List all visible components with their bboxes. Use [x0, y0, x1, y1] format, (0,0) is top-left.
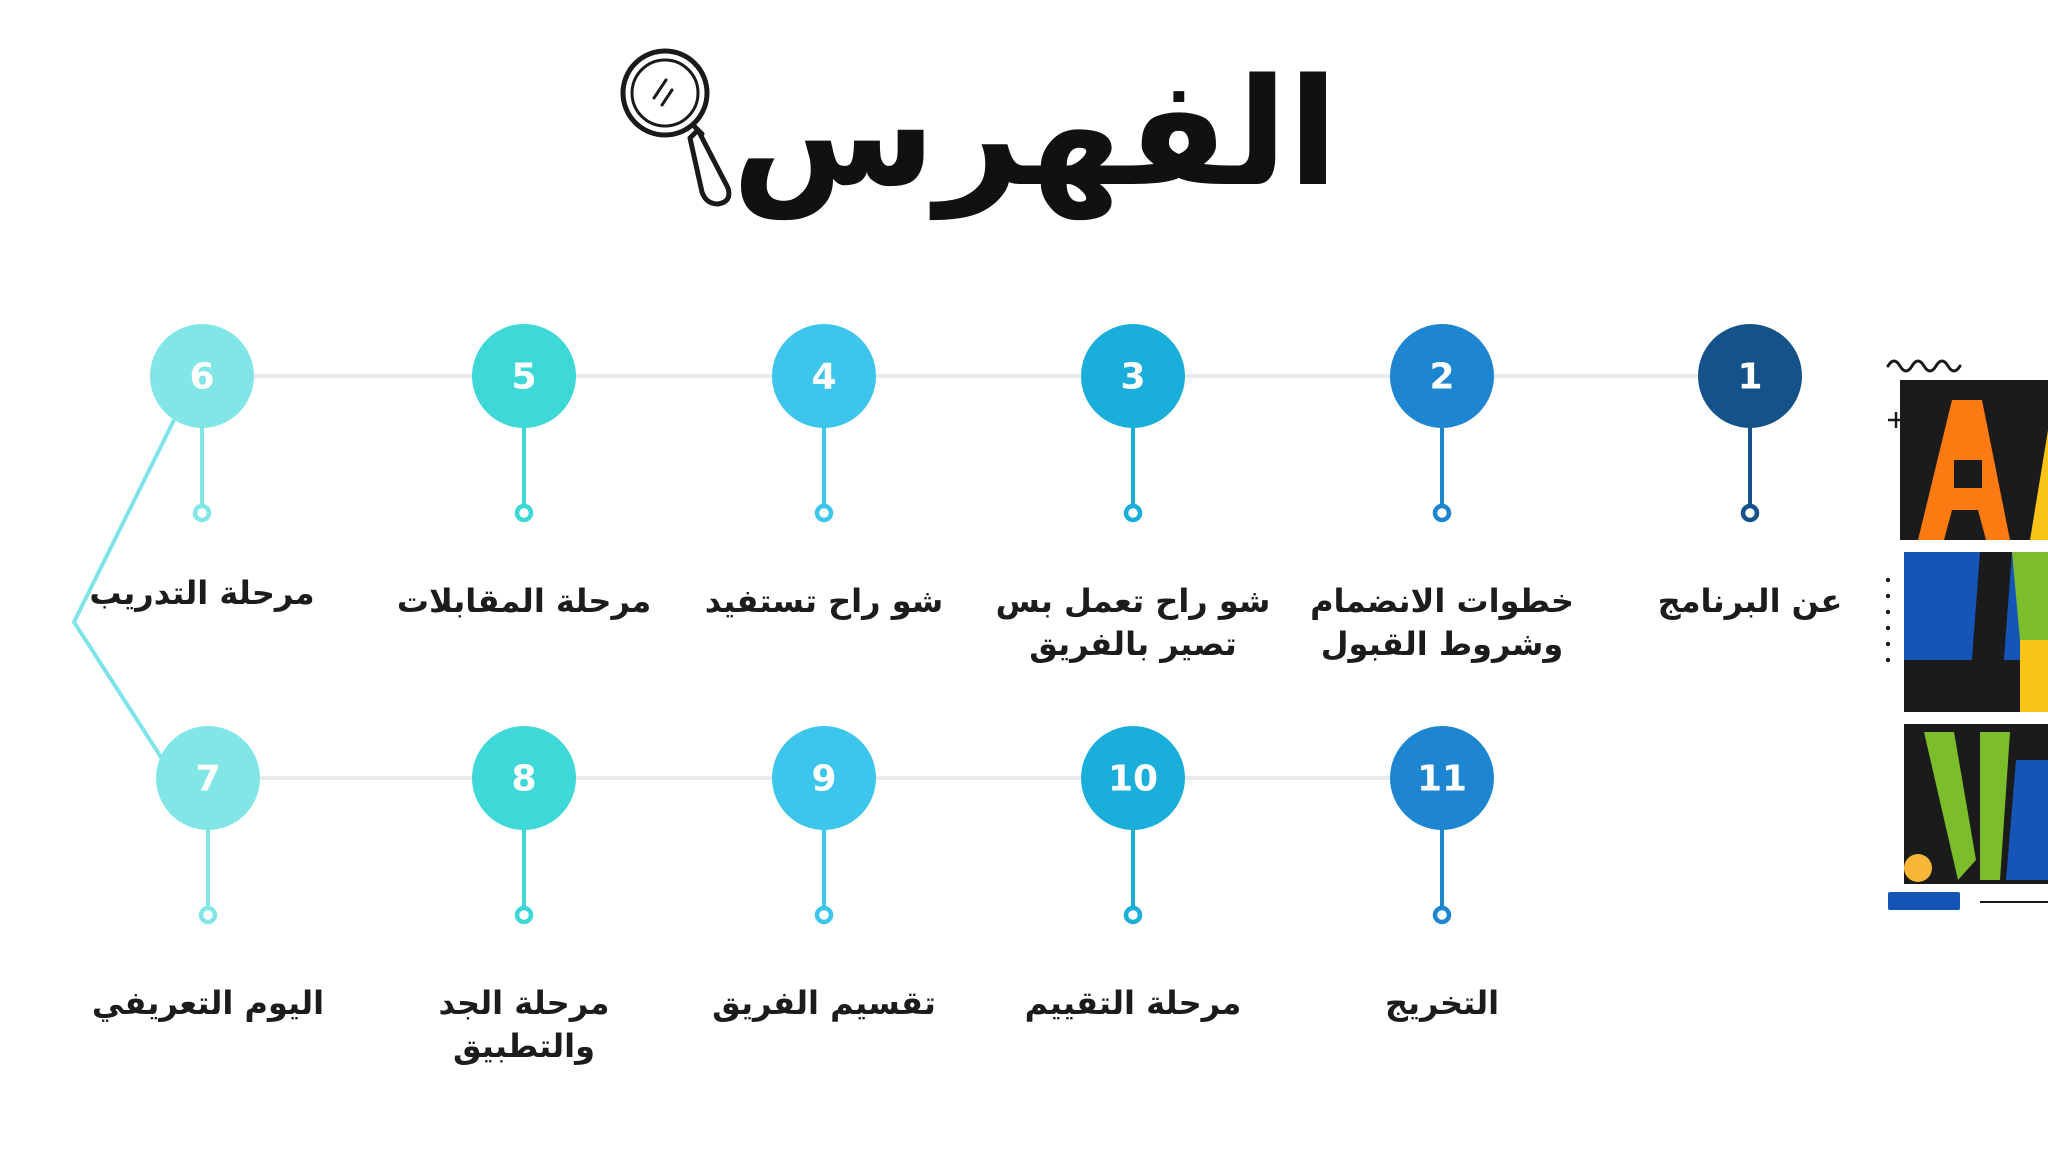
item-number: 1 — [1737, 356, 1763, 398]
item-end-dot — [1126, 506, 1140, 520]
index-item-5 — [472, 324, 576, 520]
item-end-dot — [195, 506, 209, 520]
item-number: 2 — [1429, 356, 1455, 398]
item-label-line1: شو راح تستفيد — [704, 582, 944, 620]
item-number: 8 — [511, 758, 537, 800]
index-item-9 — [772, 726, 876, 922]
index-item-7 — [156, 726, 260, 922]
item-label-11 — [1302, 982, 1582, 1025]
item-number: 9 — [811, 758, 837, 800]
colorful-letters-graphic — [1880, 340, 2048, 920]
item-end-dot — [817, 908, 831, 922]
item-end-dot — [201, 908, 215, 922]
item-number: 7 — [195, 758, 221, 800]
item-label-line1: تقسيم الفريق — [712, 984, 936, 1022]
index-item-10 — [1081, 726, 1185, 922]
item-label-line1: عن البرنامج — [1657, 582, 1843, 620]
item-number: 11 — [1416, 758, 1468, 800]
item-end-dot — [517, 506, 531, 520]
item-label-line1: مرحلة الجد — [438, 984, 610, 1022]
item-label-6 — [62, 572, 342, 615]
item-label-line1: مرحلة التقييم — [1024, 984, 1242, 1022]
item-label-4 — [684, 580, 964, 623]
item-end-dot — [1435, 506, 1449, 520]
item-end-dot — [1743, 506, 1757, 520]
index-item-3 — [1081, 324, 1185, 520]
item-end-dot — [817, 506, 831, 520]
item-label-line1: خطوات الانضمام — [1310, 582, 1574, 620]
item-number: 6 — [189, 356, 215, 398]
item-label-line2: تصير بالفريق — [1029, 625, 1237, 664]
item-label-line1: مرحلة التدريب — [89, 574, 315, 612]
item-number: 4 — [811, 356, 837, 398]
item-label-line1: التخريج — [1384, 984, 1500, 1022]
item-label-3 — [993, 580, 1273, 666]
item-label-8 — [384, 982, 664, 1068]
item-end-dot — [1126, 908, 1140, 922]
item-number: 10 — [1107, 758, 1159, 800]
item-end-dot — [1435, 908, 1449, 922]
item-label-9 — [684, 982, 964, 1025]
item-label-line1: اليوم التعريفي — [91, 984, 325, 1022]
item-number: 3 — [1120, 356, 1146, 398]
item-label-5 — [384, 580, 664, 623]
page-title: الفهرس — [731, 47, 1339, 219]
index-item-8 — [472, 726, 576, 922]
item-label-line2: والتطبيق — [452, 1027, 596, 1066]
item-label-line1: شو راح تعمل بس — [995, 582, 1271, 620]
item-label-10 — [993, 982, 1273, 1025]
item-label-line1: مرحلة المقابلات — [396, 582, 652, 620]
item-label-line2: وشروط القبول — [1320, 625, 1564, 664]
index-item-1 — [1698, 324, 1802, 520]
item-end-dot — [517, 908, 531, 922]
item-label-7 — [68, 982, 348, 1025]
item-label-1 — [1610, 580, 1890, 623]
index-item-6 — [150, 324, 254, 520]
item-label-2 — [1302, 580, 1582, 666]
item-number: 5 — [511, 356, 537, 398]
index-item-4 — [772, 324, 876, 520]
index-item-11 — [1390, 726, 1494, 922]
index-item-2 — [1390, 324, 1494, 520]
